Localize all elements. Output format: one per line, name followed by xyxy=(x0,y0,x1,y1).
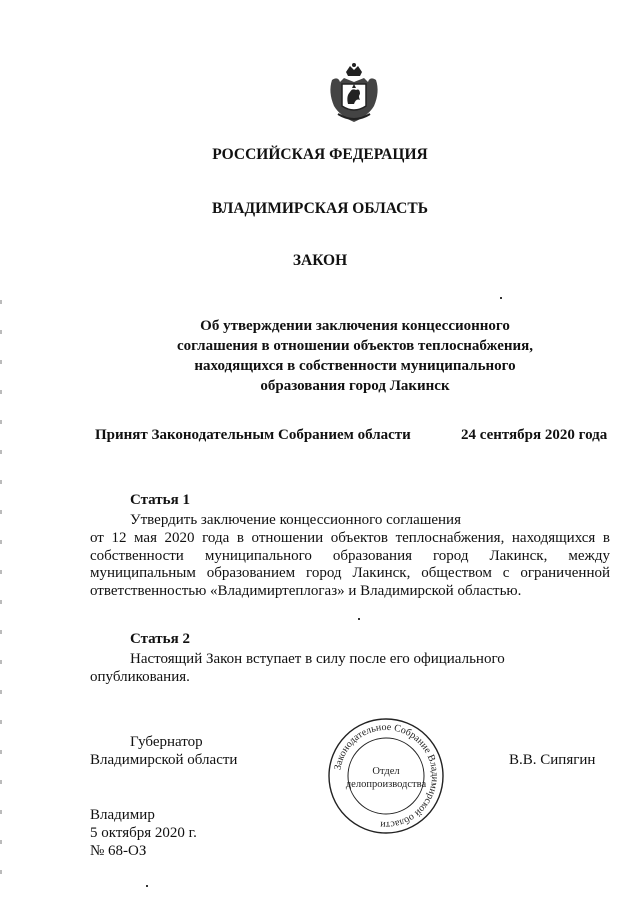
adoption-date: 24 сентября 2020 года xyxy=(461,427,608,443)
signatory-position-1: Губернатор xyxy=(130,734,203,750)
region-heading: ВЛАДИМИРСКАЯ ОБЛАСТЬ xyxy=(212,200,428,217)
adopted-by: Принят Законодательным Собранием области xyxy=(95,427,411,443)
stamp-ring-text: Законодательное Собрание Владимирской области xyxy=(332,721,441,831)
article-2-text xyxy=(90,651,610,687)
subject-line: находящихся в собственности муниципального xyxy=(194,358,516,374)
law-subject xyxy=(150,316,560,396)
office-stamp xyxy=(326,716,446,836)
subject-line: соглашения в отношении объектов теплоснабжения, xyxy=(176,338,534,354)
article-1-first-line: Утвердить заключение концессионного соглашения xyxy=(130,512,461,528)
article-1-title: Статья 1 xyxy=(130,492,190,508)
stamp-center-line-2: делопроизводства xyxy=(345,779,427,790)
scan-dot xyxy=(358,618,360,620)
subject-line: Об утверждении заключения концессионного xyxy=(200,318,510,334)
country-heading: РОССИЙСКАЯ ФЕДЕРАЦИЯ xyxy=(212,146,428,163)
subject-line: образования город Лакинск xyxy=(260,378,450,394)
coat-of-arms-emblem xyxy=(324,62,384,126)
scan-dot xyxy=(146,885,148,887)
signatory-position-2: Владимирской области xyxy=(90,752,238,768)
article-2-first-line: Настоящий Закон вступает в силу после его официального xyxy=(130,651,505,667)
signatory-name: В.В. Сипягин xyxy=(509,752,596,768)
article-1-body: от 12 мая 2020 года в отношении объектов теплоснабжения, находящихся в собственности муниципального образования город Лакинск, между муниципальным образованием город Лакинск, обществом с ограниченной ответственностью «Владимиртеплогаз» и Владимирской областью. xyxy=(90,529,610,600)
stamp-center-line-1: Отдел xyxy=(372,766,400,777)
scan-margin-marks xyxy=(0,300,2,900)
law-number: № 68-ОЗ xyxy=(90,843,147,859)
article-2-body: опубликования. xyxy=(90,668,190,685)
scan-dot xyxy=(500,297,502,299)
city: Владимир xyxy=(90,807,155,823)
signing-date: 5 октября 2020 г. xyxy=(90,825,197,841)
article-1-text xyxy=(90,512,610,601)
article-2-title: Статья 2 xyxy=(130,631,190,647)
document-type-heading: ЗАКОН xyxy=(292,252,348,269)
